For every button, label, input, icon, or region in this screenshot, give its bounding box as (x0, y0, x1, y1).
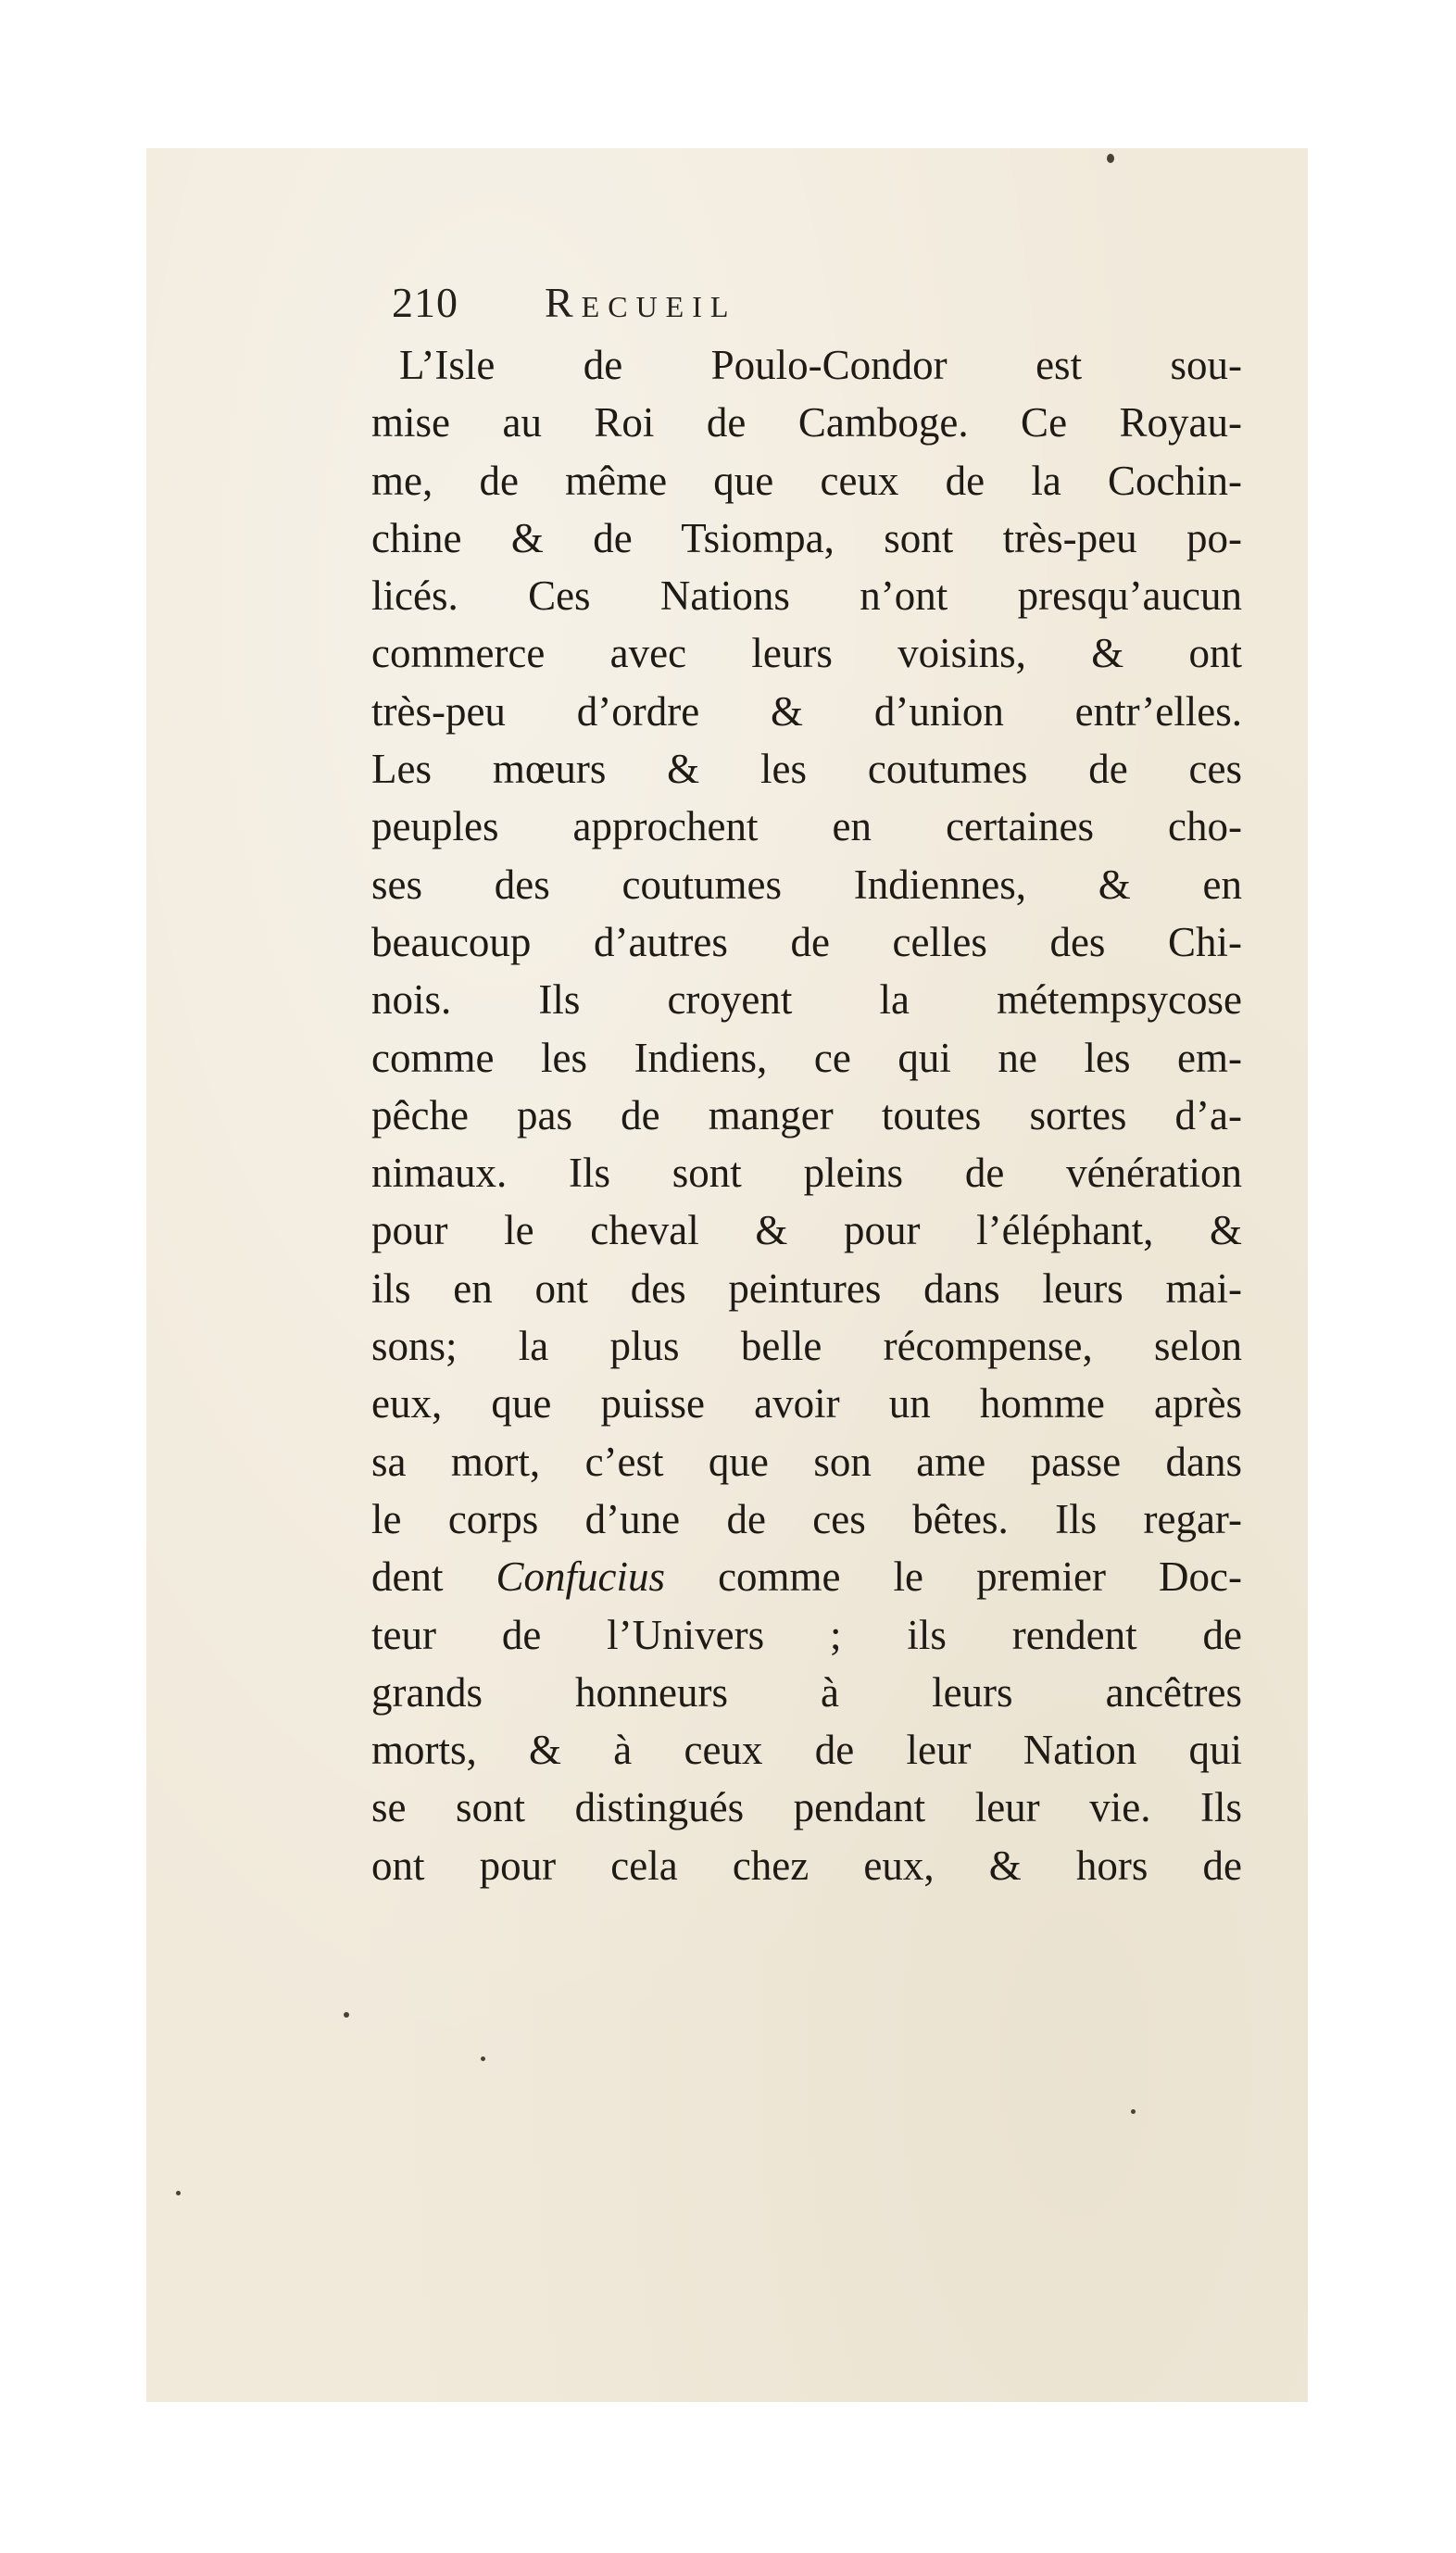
text-line: Les mœurs & les coutumes de ces (371, 746, 1242, 793)
text-line: me, de même que ceux de la Cochin- (371, 457, 1242, 504)
text-line (371, 1548, 1242, 1605)
text-line: grands honneurs à leurs ancêtres (371, 1668, 1242, 1716)
ink-speck (1131, 2109, 1136, 2114)
text-line: licés. Ces Nations n’ont presqu’aucun (371, 572, 1242, 620)
text-line: se sont distingués pendant leur vie. Ils (371, 1784, 1242, 1831)
text-line: ils en ont des peintures dans leurs mai- (371, 1264, 1242, 1312)
text-line: commerce avec leurs voisins, & ont (371, 630, 1242, 677)
text-line: teur de l’Univers ; ils rendent de (371, 1611, 1242, 1658)
running-title: Recueil (545, 279, 737, 326)
page-header (392, 278, 1225, 343)
text-line: morts, & à ceux de leur Nation qui (371, 1727, 1242, 1774)
text-line: beaucoup d’autres de celles des Chi- (371, 918, 1242, 965)
text-line: pêche pas de manger toutes sortes d’a- (371, 1091, 1242, 1138)
text-line: eux, que puisse avoir un homme après (371, 1380, 1242, 1427)
text-line: ont pour cela chez eux, & hors de (371, 1842, 1242, 1889)
text-segment: comme le premier Doc- (665, 1553, 1242, 1601)
text-line: peuples approchent en certaines cho- (371, 803, 1242, 850)
text-line: nois. Ils croyent la métempsycose (371, 976, 1242, 1024)
text-line: le corps d’une de ces bêtes. Ils regar- (371, 1495, 1242, 1542)
text-line: mise au Roi de Camboge. Ce Royau- (371, 399, 1242, 446)
text-line: nimaux. Ils sont pleins de vénération (371, 1150, 1242, 1197)
text-line: ses des coutumes Indiennes, & en (371, 861, 1242, 908)
ink-speck (176, 2191, 181, 2195)
text-line: comme les Indiens, ce qui ne les em- (371, 1034, 1242, 1081)
ink-speck (344, 2012, 349, 2018)
text-line: chine & de Tsiompa, sont très-peu po- (371, 514, 1242, 561)
text-line: L’Isle de Poulo-Condor est sou- (399, 342, 1242, 388)
italic-name: Confucius (496, 1553, 666, 1601)
body-text (371, 336, 1242, 1894)
text-line: très-peu d’ordre & d’union entr’elles. (371, 687, 1242, 735)
text-line: pour le cheval & pour l’éléphant, & (371, 1207, 1242, 1254)
text-line: sa mort, c’est que son ame passe dans (371, 1438, 1242, 1485)
page-number: 210 (392, 279, 458, 326)
page-scan (146, 148, 1308, 2402)
text-segment: dent (371, 1553, 496, 1601)
ink-speck (481, 2056, 485, 2061)
ink-speck (1107, 154, 1114, 163)
text-line: sons; la plus belle récompense, selon (371, 1323, 1242, 1370)
